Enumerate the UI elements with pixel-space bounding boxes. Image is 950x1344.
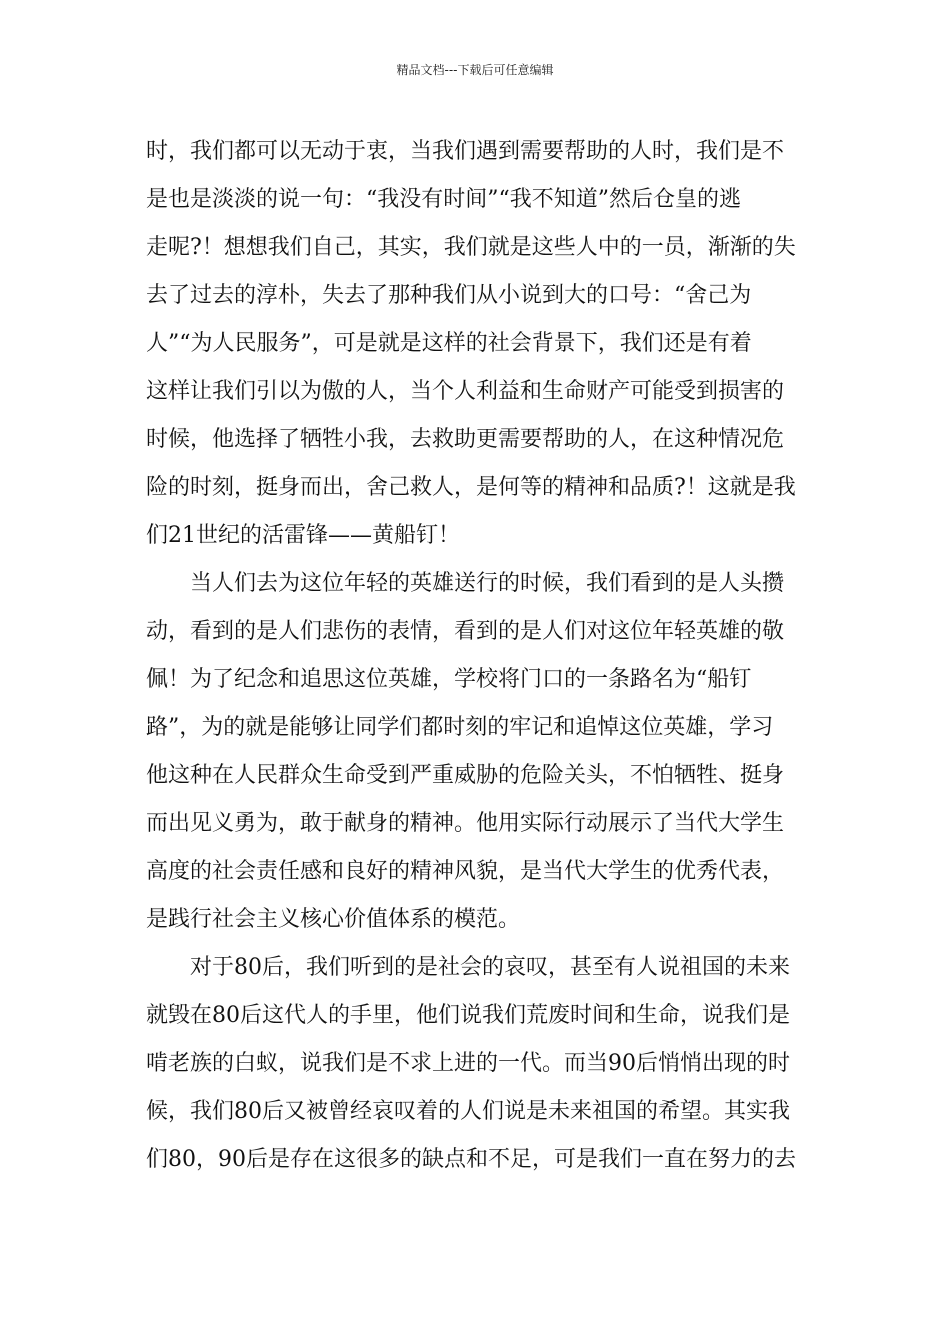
text-line: 动，看到的是人们悲伤的表情，看到的是人们对这位年轻英雄的敬 [146, 619, 785, 644]
text-line: 是也是淡淡的说一句：“我没有时间”“我不知道”然后仓皇的逃 [146, 187, 741, 212]
paragraph-start-line: 对于80后，我们听到的是社会的哀叹，甚至有人说祖国的未来 [190, 955, 790, 980]
text-line: 这样让我们引以为傲的人，当个人利益和生命财产可能受到损害的 [146, 379, 785, 404]
text-line: 而出见义勇为，敢于献身的精神。他用实际行动展示了当代大学生 [146, 811, 785, 836]
text-line: 佩！为了纪念和追思这位英雄，学校将门口的一条路名为“船钉 [146, 667, 752, 692]
text-line: 时，我们都可以无动于衷，当我们遇到需要帮助的人时，我们是不 [146, 139, 785, 164]
text-line: 时候，他选择了牺牲小我，去救助更需要帮助的人，在这种情况危 [146, 427, 785, 452]
text-line: 是践行社会主义核心价值体系的模范。 [146, 907, 521, 932]
text-line: 们80，90后是存在这很多的缺点和不足，可是我们一直在努力的去 [146, 1147, 796, 1172]
text-line: 走呢?！想想我们自己，其实，我们就是这些人中的一员，渐渐的失 [146, 235, 796, 260]
text-line: 人”“为人民服务”，可是就是这样的社会背景下，我们还是有着 [146, 331, 752, 356]
body-text [146, 128, 810, 1184]
paragraph-start-line: 当人们去为这位年轻的英雄送行的时候，我们看到的是人头攒 [190, 571, 785, 596]
text-line: 啃老族的白蚁，说我们是不求上进的一代。而当90后悄悄出现的时 [146, 1051, 790, 1076]
page-header: 精品文档---下载后可任意编辑 [396, 63, 554, 77]
text-line: 去了过去的淳朴，失去了那种我们从小说到大的口号：“舍己为 [146, 283, 752, 308]
text-line: 他这种在人民群众生命受到严重威胁的危险关头，不怕牺牲、挺身 [146, 763, 785, 788]
text-line: 候，我们80后又被曾经哀叹着的人们说是未来祖国的希望。其实我 [146, 1099, 790, 1124]
text-line: 路”，为的就是能够让同学们都时刻的牢记和追悼这位英雄，学习 [146, 715, 774, 740]
text-line: 们21世纪的活雷锋——黄船钉！ [146, 523, 460, 548]
text-line: 高度的社会责任感和良好的精神风貌，是当代大学生的优秀代表， [146, 859, 785, 884]
text-line: 险的时刻，挺身而出，舍己救人，是何等的精神和品质?！这就是我 [146, 475, 796, 500]
text-line: 就毁在80后这代人的手里，他们说我们荒废时间和生命，说我们是 [146, 1003, 790, 1028]
